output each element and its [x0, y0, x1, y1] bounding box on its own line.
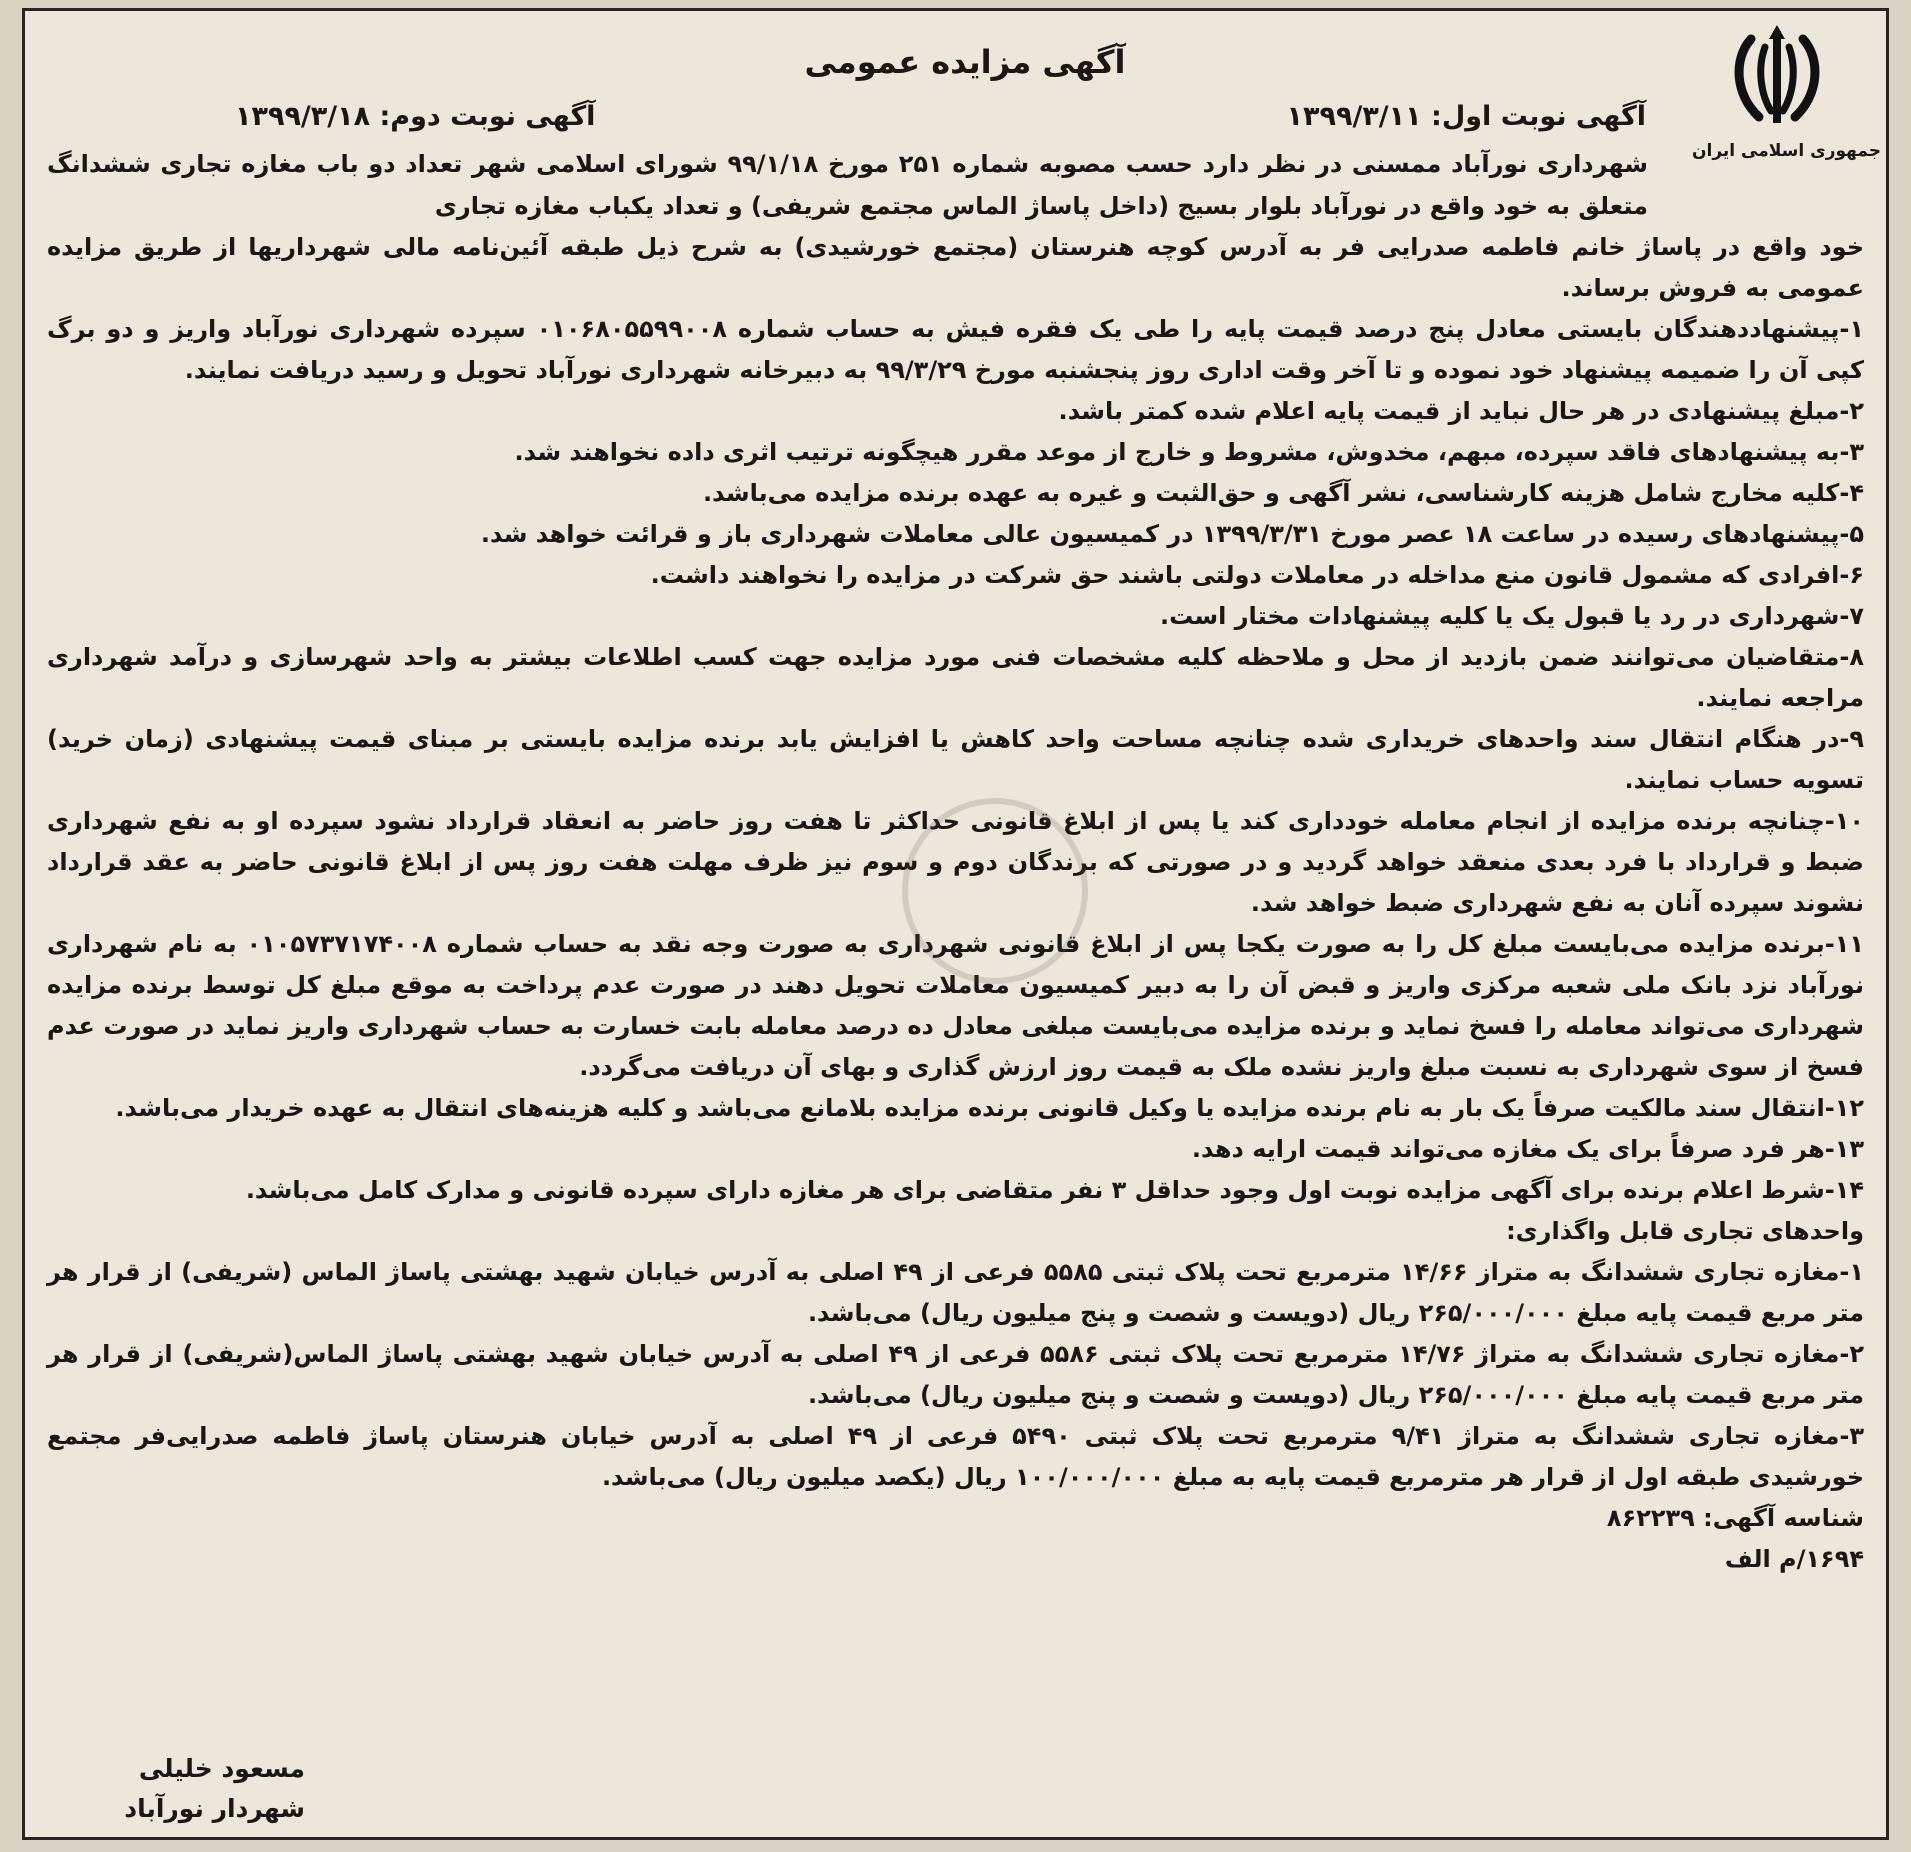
- condition-item: ۱۴-شرط اعلام برنده برای آگهی مزایده نوبت اول وجود حداقل ۳ نفر متقاضی برای هر مغازه دارای سپرده قانونی و مدارک کامل می‌باشد.: [245, 1176, 1864, 1204]
- signature-block: [55, 1749, 305, 1829]
- emblem-caption: جمهوری اسلامی ایران: [1692, 141, 1882, 161]
- condition-item: ۶-افرادی که مشمول قانون منع مداخله در معاملات دولتی باشند حق شرکت در مزایده را نخواهند داشت.: [650, 561, 1864, 589]
- unit-item: ۲-مغازه تجاری ششدانگ به متراژ ۱۴/۷۶ مترمربع تحت پلاک ثبتی ۵۵۸۶ فرعی از ۴۹ اصلی به آدرس خیابان شهید بهشتی پاساژ الماس(شریفی) از قرار هر متر مربع قیمت پایه مبلغ ۲۶۵/۰۰۰/۰۰۰ ریال (دویست و شصت و پنج میلیون ریال) می‌باشد.: [47, 1340, 1865, 1409]
- signer-name: مسعود خلیلی: [138, 1754, 305, 1783]
- condition-item: ۷-شهرداری در رد یا قبول یک یا کلیه پیشنهادات مختار است.: [1160, 602, 1864, 630]
- condition-item: ۴-کلیه مخارج شامل هزینه کارشناسی، نشر آگهی و حق‌الثبت و غیره به عهده برنده مزایده می‌باشد.: [703, 479, 1864, 507]
- condition-item: ۳-به پیشنهادهای فاقد سپرده، مبهم، مخدوش، مشروط و خارج از موعد مقرر هیچگونه ترتیب اثری داده نخواهند شد.: [514, 438, 1864, 466]
- intro-paragraph-rest: خود واقع در پاساژ خانم فاطمه صدرایی فر به آدرس کوچه هنرستان (مجتمع خورشیدی) به شرح ذیل طبقه آئین‌نامه مالی شهرداریها از طریق مزایده عمومی به فروش برساند.: [47, 233, 1864, 302]
- signer-role: شهردار نورآباد: [124, 1794, 305, 1823]
- notice-first-date: آگهی نوبت اول: ۱۳۹۹/۳/۱۱: [1286, 101, 1646, 132]
- units-heading: واحدهای تجاری قابل واگذاری:: [1506, 1217, 1864, 1245]
- condition-item: ۱۱-برنده مزایده می‌بایست مبلغ کل را به صورت یکجا پس از ابلاغ قانونی شهرداری به صورت وجه نقد به حساب شماره ۰۱۰۵۷۳۷۱۷۴۰۰۸ به نام شهرداری نورآباد نزد بانک ملی شعبه مرکزی واریز و قبض آن را به دبیر کمیسیون معاملات تحویل دهند در صورت عدم پرداخت به موقع مبلغ کل توسط برنده مزایده شهرداری می‌تواند معامله را فسخ نماید و برنده مزایده می‌بایست مبلغی معادل ده درصد معامله بابت خسارت به حساب شهرداری واریز نماید در صورت عدم فسخ از سوی شهرداری به نسبت مبلغ واریز نشده ملک به قیمت روز ارزش گذاری و بهای آن دریافت می‌گردد.: [47, 930, 1864, 1081]
- condition-item: ۹-در هنگام انتقال سند واحدهای خریداری شده چنانچه مساحت واحد کاهش یا افزایش یابد برنده مزایده بایستی بر مبنای قیمت پیشنهادی (زمان خرید) تسویه حساب نمایند.: [47, 725, 1864, 794]
- condition-item: ۸-متقاضیان می‌توانند ضمن بازدید از محل و ملاحظه کلیه مشخصات فنی مورد مزایده جهت کسب اطلاعات بیشتر به واحد شهرسازی و درآمد شهرداری مراجعه نمایند.: [47, 643, 1864, 712]
- notice-second-date: آگهی نوبت دوم: ۱۳۹۹/۳/۱۸: [235, 101, 596, 132]
- notice-sheet: [22, 8, 1889, 1840]
- page-title: آگهی مزایده عمومی: [804, 43, 1126, 81]
- iran-emblem-icon: [1729, 25, 1825, 135]
- unit-item: ۱-مغازه تجاری ششدانگ به متراز ۱۴/۶۶ مترمربع تحت پلاک ثبتی ۵۵۸۵ فرعی از ۴۹ اصلی به آدرس خیابان شهید بهشتی پاساژ الماس (شریفی) از قرار هر متر مربع قیمت پایه مبلغ ۲۶۵/۰۰۰/۰۰۰ ریال (دویست و شصت و پنج میلیون ریال) می‌باشد.: [47, 1258, 1865, 1327]
- ad-reference: ۱۶۹۴/م الف: [1724, 1545, 1864, 1573]
- condition-item: ۲-مبلغ پیشنهادی در هر حال نباید از قیمت پایه اعلام شده کمتر باشد.: [1058, 397, 1864, 425]
- condition-item: ۱۳-هر فرد صرفاً برای یک مغازه می‌تواند قیمت ارایه دهد.: [1191, 1135, 1864, 1163]
- condition-item: ۵-پیشنهادهای رسیده در ساعت ۱۸ عصر مورخ ۱۳۹۹/۳/۳۱ در کمیسیون عالی معاملات شهرداری باز و قرائت خواهد شد.: [480, 520, 1864, 548]
- condition-item: ۱۰-چنانچه برنده مزایده از انجام معامله خودداری کند یا پس از ابلاغ قانونی حداکثر تا هفت روز حاضر به انعقاد قرارداد نشود سپرده او به نفع شهرداری ضبط و قرارداد با فرد بعدی منعقد خواهد گردید و در صورتی که برندگان دوم و سوم نیز ظرف مهلت هفت روز پس از ابلاغ قانونی حاضر به عقد قرارداد نشوند سپرده آنان به نفع شهرداری ضبط خواهد شد.: [47, 807, 1864, 917]
- emblem: [1692, 25, 1882, 175]
- condition-item: ۱-پیشنهاددهندگان بایستی معادل پنج درصد قیمت پایه را طی یک فقره فیش به حساب شماره ۰۱۰۶۸۰۵۵۹۹۰۰۸ سپرده شهرداری نورآباد واریز و دو برگ کپی آن را ضمیمه پیشنهاد خود نموده و تا آخر وقت اداری روز پنجشنبه مورخ ۹۹/۳/۲۹ به دبیرخانه شهرداری نورآباد تحویل و رسید دریافت نمایند.: [47, 315, 1865, 384]
- unit-item: ۳-مغازه تجاری ششدانگ به متراژ ۹/۴۱ مترمربع تحت پلاک ثبتی ۵۴۹۰ فرعی از ۴۹ اصلی به آدرس خیابان هنرستان پاساژ فاطمه صدرایی‌فر مجتمع خورشیدی طبقه اول از قرار هر مترمربع قیمت پایه به مبلغ ۱۰۰/۰۰۰/۰۰۰ ریال (یکصد میلیون ریال) می‌باشد.: [47, 1422, 1864, 1491]
- ad-id: شناسه آگهی: ۸۶۲۲۳۹: [1606, 1504, 1864, 1532]
- intro-paragraph-top: شهرداری نورآباد ممسنی در نظر دارد حسب مصوبه شماره ۲۵۱ مورخ ۹۹/۱/۱۸ شورای اسلامی شهر تعداد دو باب مغازه تجاری ششدانگ متعلق به خود واقع در نورآباد بلوار بسیج (داخل پاساژ الماس مجتمع شریفی) و تعداد یکباب مغازه تجاری: [47, 150, 1648, 220]
- notice-body: [47, 227, 1864, 1580]
- condition-item: ۱۲-انتقال سند مالکیت صرفاً یک بار به نام برنده مزایده یا وکیل قانونی برنده مزایده بلامانع می‌باشد و کلیه هزینه‌های انتقال به عهده خریدار می‌باشد.: [115, 1094, 1864, 1122]
